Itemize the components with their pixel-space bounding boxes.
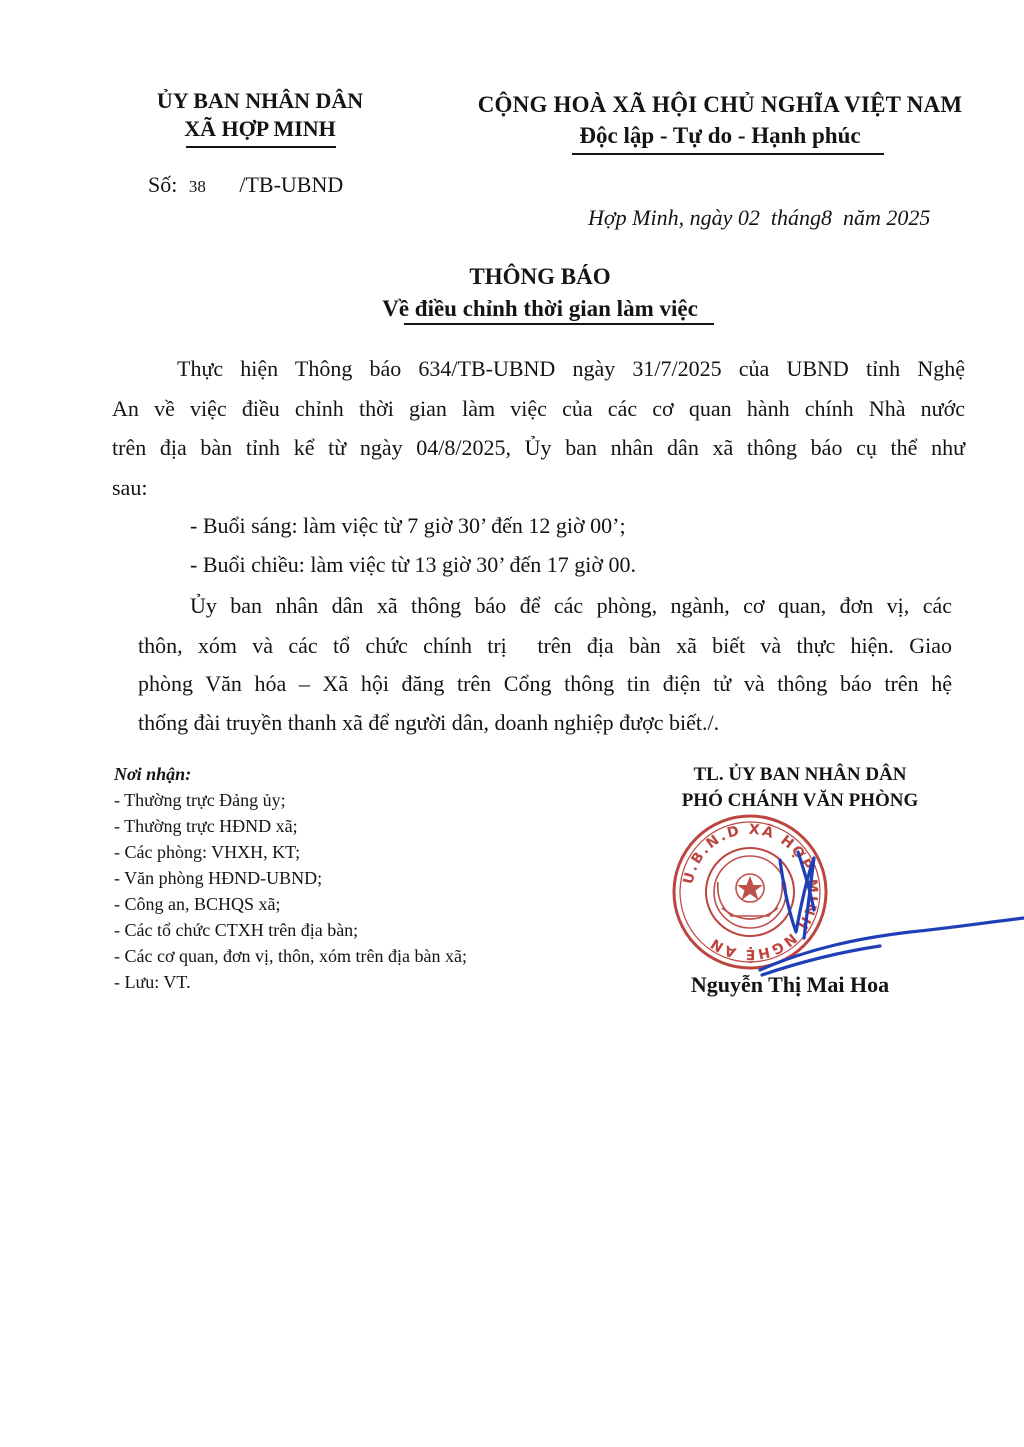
paragraph1-line: trên địa bàn tỉnh kể từ ngày 04/8/2025, Ủy ban nhân dân xã thông báo cụ thể như	[112, 435, 965, 460]
document-number	[148, 172, 343, 198]
document-number-prefix: Số:	[148, 172, 178, 197]
schedule-afternoon: - Buổi chiều: làm việc từ 13 giờ 30’ đến 17 giờ 00.	[190, 552, 636, 577]
motto-underline	[572, 153, 884, 155]
paragraph1-line: sau:	[112, 475, 148, 500]
recipient-item: - Các phòng: VHXH, KT;	[114, 842, 301, 862]
recipients-title: Nơi nhận:	[114, 764, 192, 784]
national-title: CỘNG HOÀ XÃ HỘI CHỦ NGHĨA VIỆT NAM	[477, 92, 963, 117]
recipient-item: - Văn phòng HĐND-UBND;	[114, 868, 323, 888]
paragraph1-line: Thực hiện Thông báo 634/TB-UBND ngày 31/7/2025 của UBND tỉnh Nghệ	[177, 356, 965, 381]
national-motto: Độc lập - Tự do - Hạnh phúc	[579, 123, 861, 148]
paragraph1-line: An về việc điều chỉnh thời gian làm việc của các cơ quan hành chính Nhà nước	[112, 396, 965, 421]
handwritten-signature-icon	[740, 820, 1024, 990]
org-name-line2: XÃ HỢP MINH	[184, 116, 336, 141]
paragraph2-line: thống đài truyền thanh xã để người dân, doanh nghiệp được biết./.	[138, 710, 720, 735]
schedule-morning: - Buổi sáng: làm việc từ 7 giờ 30’ đến 12 giờ 00’;	[190, 513, 626, 538]
org-name-line1: ỦY BAN NHÂN DÂN	[156, 88, 364, 113]
paragraph2-line: Ủy ban nhân dân xã thông báo để các phòng, ngành, cơ quan, đơn vị, các	[190, 593, 952, 618]
document-subtitle: Về điều chỉnh thời gian làm việc	[382, 296, 698, 321]
paragraph2-line: thôn, xóm và các tổ chức chính trị trên địa bàn xã biết và thực hiện. Giao	[138, 633, 952, 658]
signer-authority: TL. ỦY BAN NHÂN DÂN	[693, 764, 907, 785]
org-name-underline	[186, 146, 336, 148]
subtitle-underline	[404, 323, 714, 325]
paragraph2-line: phòng Văn hóa – Xã hội đăng trên Cổng thông tin điện tử và thông báo trên hệ	[138, 671, 952, 696]
place-and-date: Hợp Minh, ngày 02 tháng8 năm 2025	[588, 205, 931, 230]
document-number-value: 38	[188, 177, 206, 196]
recipient-item: - Thường trực Đảng ủy;	[114, 790, 286, 810]
recipient-item: - Lưu: VT.	[114, 972, 191, 992]
recipient-item: - Các tổ chức CTXH trên địa bàn;	[114, 920, 359, 940]
recipient-item: - Các cơ quan, đơn vị, thôn, xóm trên địa bàn xã;	[114, 946, 467, 966]
seal-text: U.B.N.D XÃ HỢP MINH NGHỆ AN	[680, 821, 821, 963]
recipient-item: - Công an, BCHQS xã;	[114, 894, 281, 914]
signer-name: Nguyễn Thị Mai Hoa	[690, 972, 890, 997]
document-number-suffix: /TB-UBND	[239, 172, 344, 197]
recipient-item: - Thường trực HĐND xã;	[114, 816, 298, 836]
signer-position: PHÓ CHÁNH VĂN PHÒNG	[681, 790, 919, 811]
document-title: THÔNG BÁO	[469, 264, 611, 289]
